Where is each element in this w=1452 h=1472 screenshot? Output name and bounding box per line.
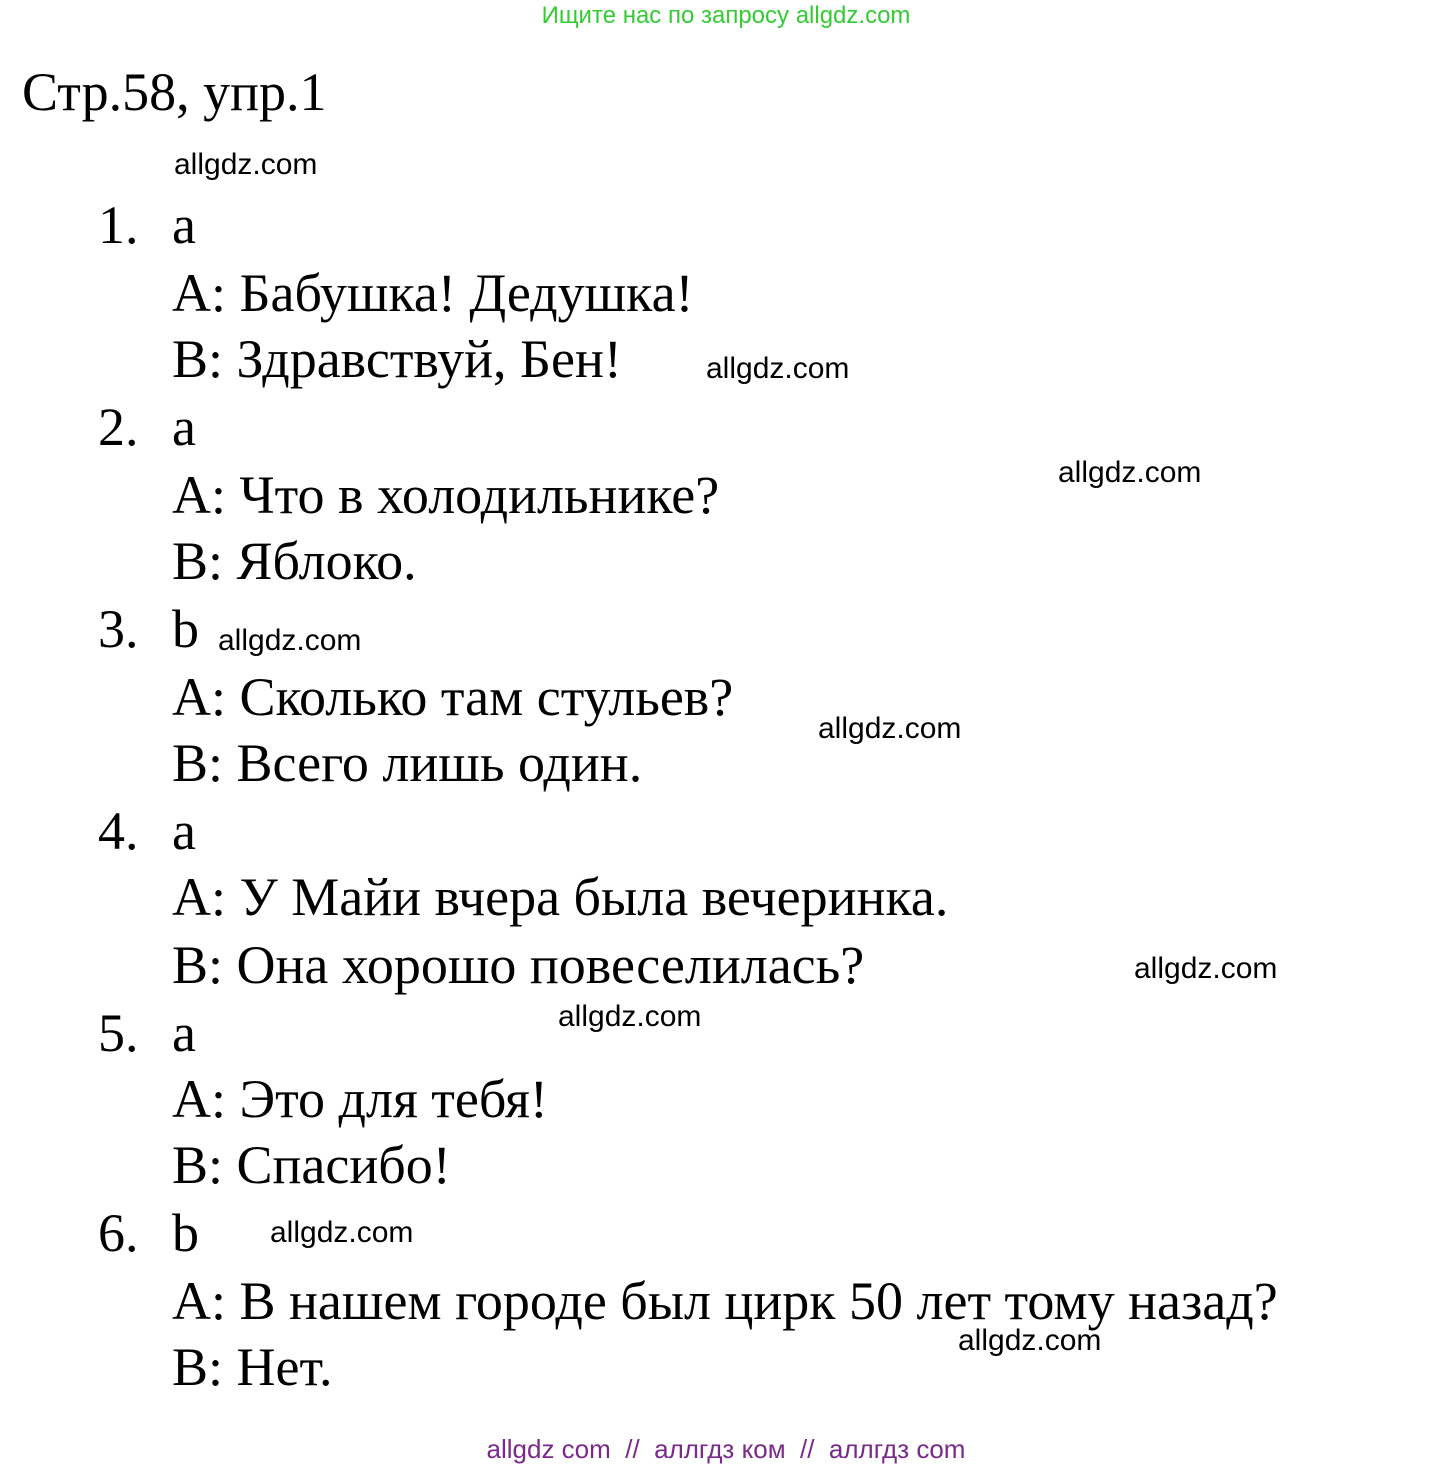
watermark: allgdz.com xyxy=(958,1324,1102,1357)
watermark: allgdz.com xyxy=(270,1216,414,1249)
top-banner: Ищите нас по запросу allgdz.com xyxy=(541,2,911,29)
dialogue-line-a: A: Сколько там стульев? xyxy=(172,667,734,727)
dialogue-line-b: B: Здравствуй, Бен! xyxy=(172,329,622,389)
item-answer: b xyxy=(172,1203,199,1263)
item-answer: a xyxy=(172,1003,196,1063)
item-number: 1. xyxy=(98,195,139,255)
dialogue-line-b: B: Яблоко. xyxy=(172,531,417,591)
dialogue-line-b: B: Спасибо! xyxy=(172,1135,451,1195)
item-answer: a xyxy=(172,801,196,861)
watermark: allgdz.com xyxy=(558,1000,702,1033)
watermark: allgdz.com xyxy=(218,624,362,657)
dialogue-line-a: A: Это для тебя! xyxy=(172,1069,548,1129)
item-number: 4. xyxy=(98,801,139,861)
dialogue-line-a: A: Что в холодильнике? xyxy=(172,465,720,525)
footer-watermark: allgdz com // аллгдз ком // аллгдз com xyxy=(486,1434,966,1464)
dialogue-line-b: B: Она хорошо повеселилась? xyxy=(172,935,865,995)
item-answer: a xyxy=(172,397,196,457)
item-answer: b xyxy=(172,599,199,659)
watermark: allgdz.com xyxy=(1058,456,1202,489)
dialogue-line-b: B: Нет. xyxy=(172,1337,333,1397)
dialogue-line-a: A: У Майи вчера была вечеринка. xyxy=(172,867,949,927)
item-number: 3. xyxy=(98,599,139,659)
item-number: 5. xyxy=(98,1003,139,1063)
watermark: allgdz.com xyxy=(174,148,318,181)
item-number: 2. xyxy=(98,397,139,457)
dialogue-line-b: B: Всего лишь один. xyxy=(172,733,643,793)
watermark: allgdz.com xyxy=(706,352,850,385)
item-number: 6. xyxy=(98,1203,139,1263)
watermark: allgdz.com xyxy=(818,712,962,745)
item-answer: a xyxy=(172,195,196,255)
page-title: Стр.58, упр.1 xyxy=(22,62,327,122)
dialogue-line-a: A: В нашем городе был цирк 50 лет тому назад? xyxy=(172,1271,1278,1331)
watermark: allgdz.com xyxy=(1134,952,1278,985)
dialogue-line-a: A: Бабушка! Дедушка! xyxy=(172,263,694,323)
